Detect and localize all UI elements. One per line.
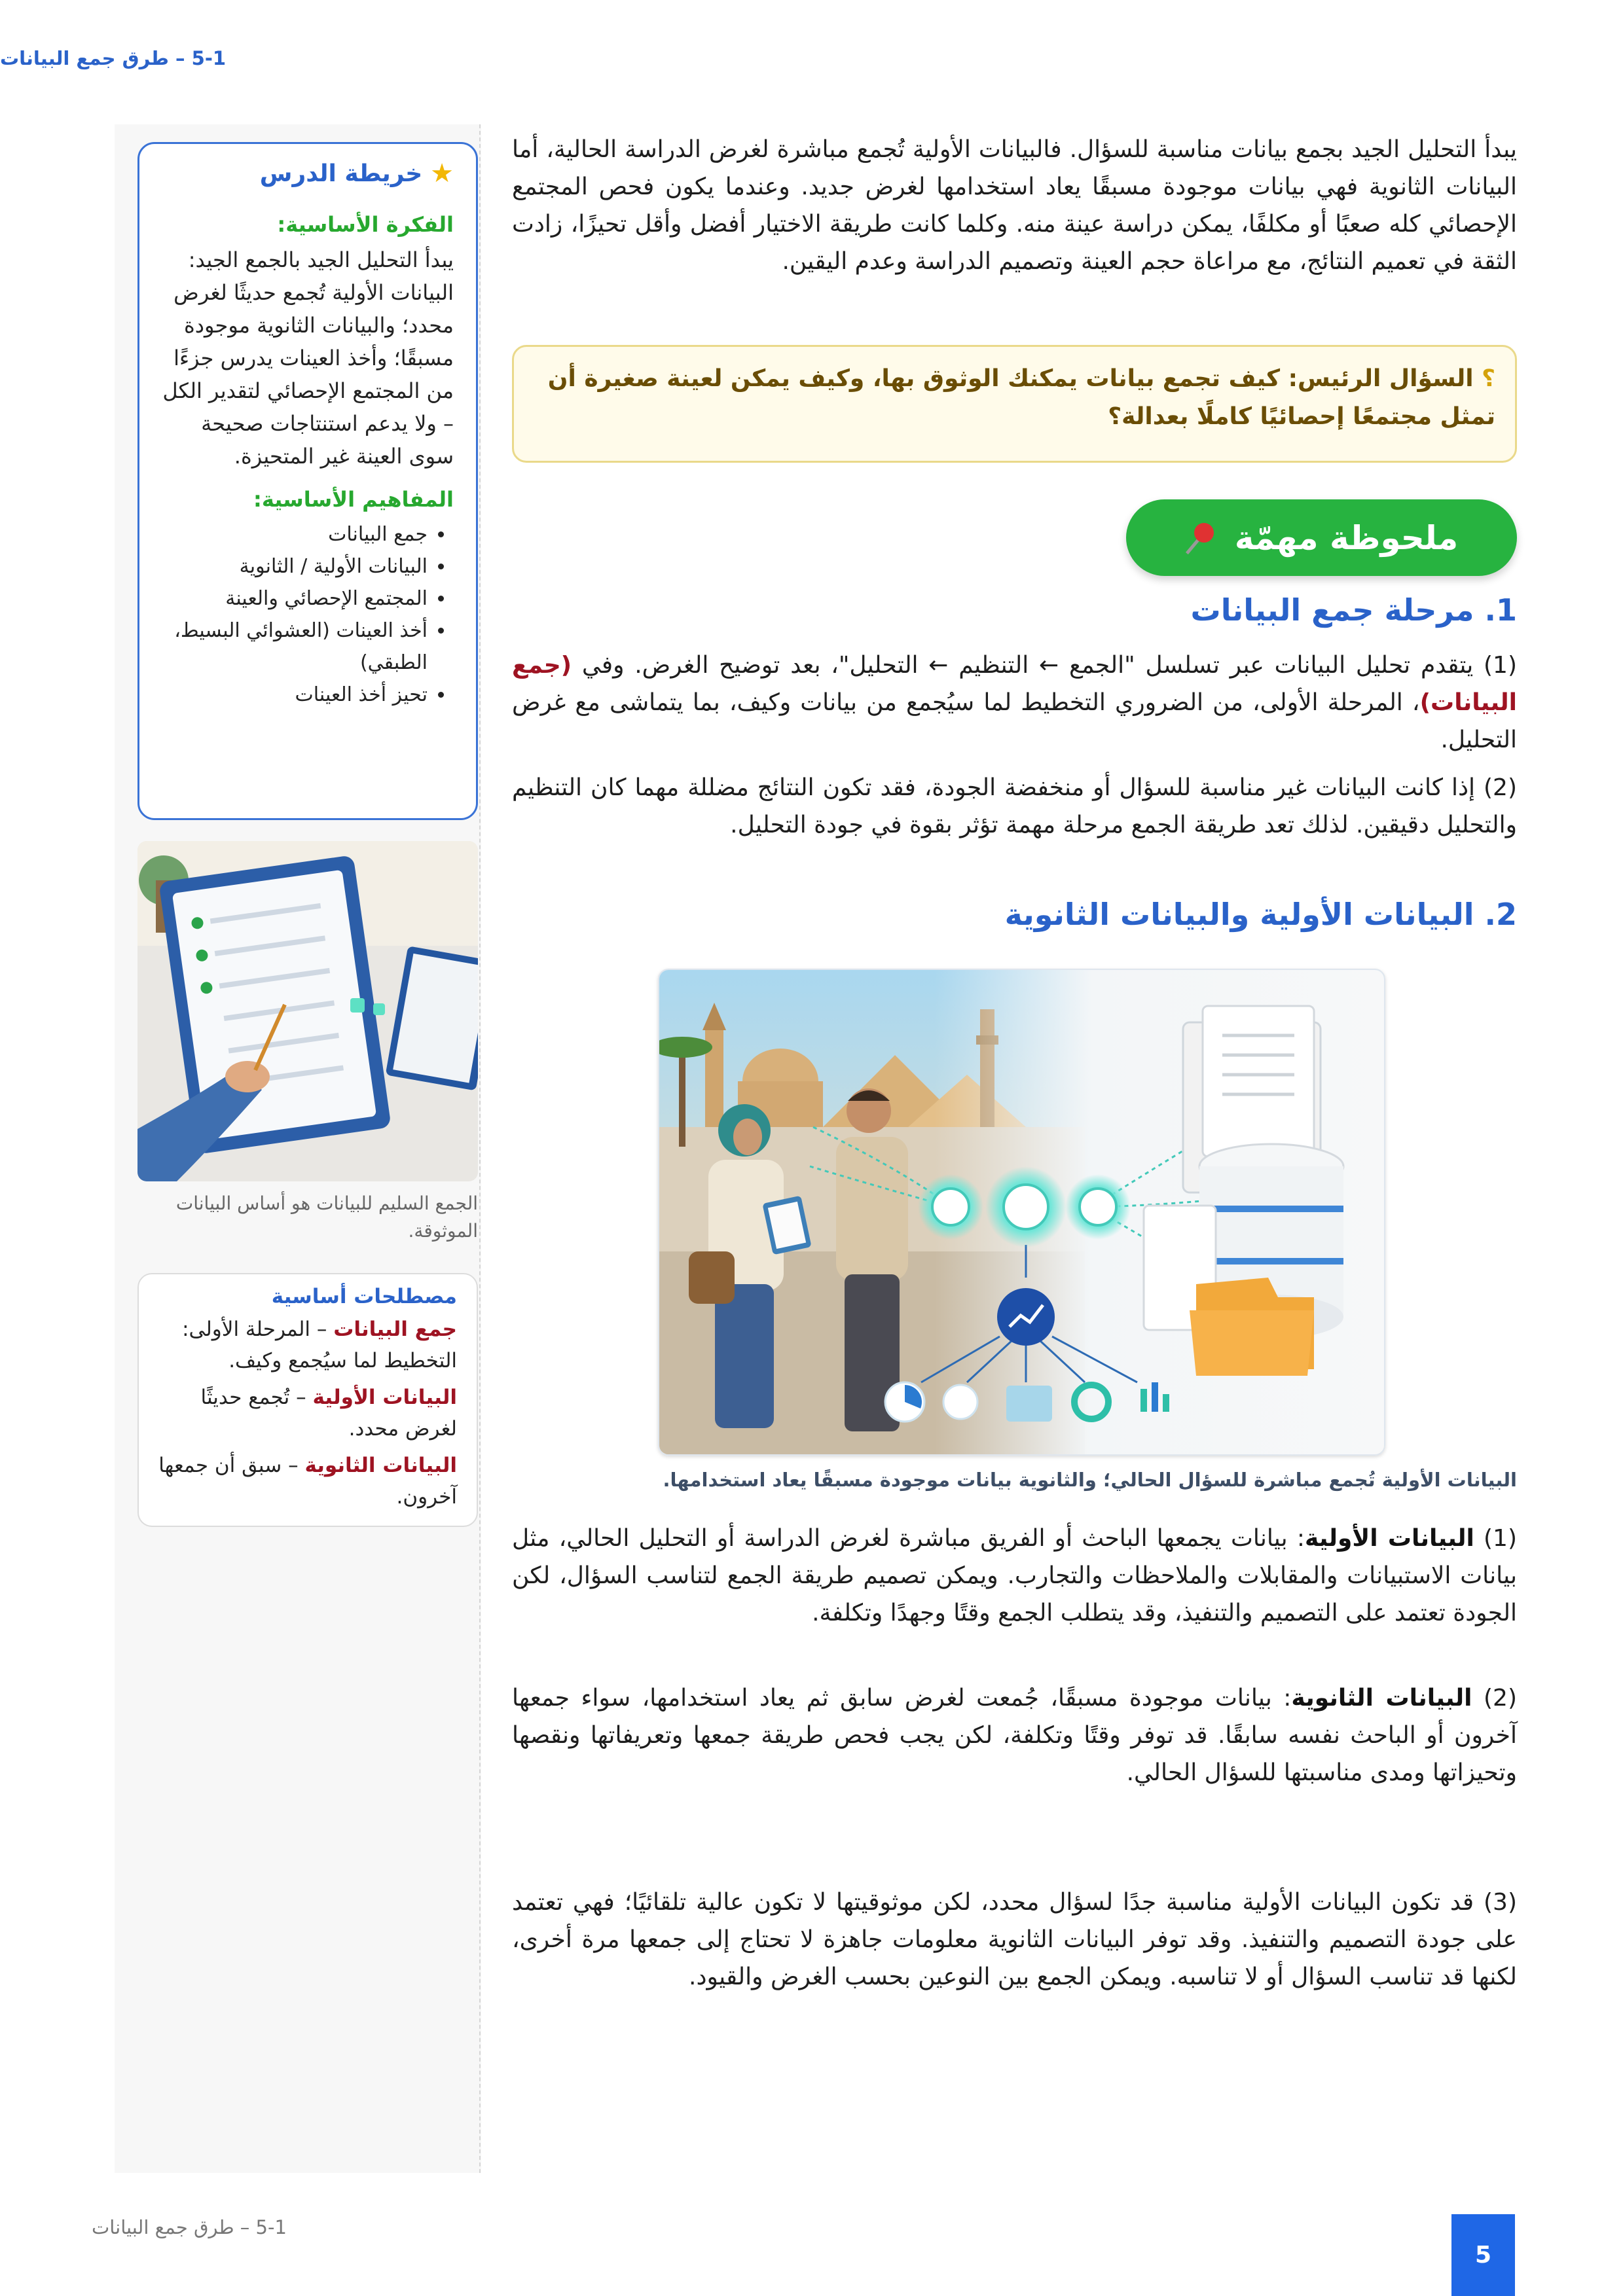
key-concepts-heading: المفاهيم الأساسية:	[253, 487, 454, 512]
note-label: ملحوظة مهمّة	[1234, 518, 1459, 557]
term-primary-data: البيانات الأولية	[1305, 1525, 1474, 1552]
important-note-badge	[1126, 499, 1517, 576]
key-concepts-list	[162, 518, 454, 711]
main-question-text: السؤال الرئيس: كيف تجمع بيانات يمكنك الوثوق بها، وكيف يمكن لعينة صغيرة أن تمثل مجتمعًا إحصائيًا كاملًا بعدالة؟	[547, 365, 1495, 430]
key-terms-card	[137, 1273, 478, 1527]
key-terms-title: مصطلحات أساسية	[271, 1285, 457, 1308]
section1-paragraph-2: (2) إذا كانت البيانات غير مناسبة للسؤال أو منخفضة الجودة، فقد تكون النتائج مضللة مهما كان التنظيم والتحليل دقيقين. لذلك تعد طريقة الجمع مرحلة مهمة تؤثر بقوة في جودة التحليل.	[512, 774, 1517, 838]
lesson-map-title: خريطة الدرس	[259, 160, 423, 187]
illustration-svg	[659, 970, 1384, 1454]
question-mark-icon: ؟	[1482, 365, 1495, 392]
figure-caption: البيانات الأولية تُجمع مباشرة للسؤال الحالي؛ والثانوية بيانات موجودة مسبقًا يعاد استخدامها.	[663, 1469, 1517, 1491]
section1-paragraph-1: (1) يتقدم تحليل البيانات عبر تسلسل "الجمع ← التنظيم ← التحليل"، بعد توضيح الغرض. وفي (جمع البيانات)، المرحلة الأولى، من الضروري التخطيط لما سيُجمع من بيانات وكيف، بما يتماشى مع غرض التحليل.	[512, 652, 1517, 753]
core-idea-heading: الفكرة الأساسية:	[277, 212, 454, 237]
term-secondary-data: البيانات الثانوية	[1291, 1685, 1472, 1712]
core-idea-text: يبدأ التحليل الجيد بالجمع الجيد: البيانات الأولية تُجمع حديثًا لغرض محدد؛ والبيانات الثانوية موجودة مسبقًا؛ وأخذ العينات يدرس جزءًا من المجتمع الإحصائي لتقدير الكل – ولا يدعم استنتاجات صحيحة سوى العينة غير المتحيزة.	[162, 247, 454, 469]
intro-paragraph: يبدأ التحليل الجيد بجمع بيانات مناسبة للسؤال. فالبيانات الأولية تُجمع مباشرة لغرض الدراسة الحالية، أما البيانات الثانوية فهي بيانات موجودة مسبقًا يعاد استخدامها لغرض جديد. وعندما يكون فحص المجتمع الإحصائي كله صعبًا أو مكلفًا، يمكن دراسة عينة منه. وكلما كانت طريقة الاختيار أفضل وأقل تحيزًا، زادت الثقة في تعميم النتائج، مع مراعاة حجم العينة وتصميم الدراسة وعدم اليقين.	[512, 136, 1517, 275]
lesson-map-title-row	[162, 158, 454, 188]
photo-caption: الجمع السليم للبيانات هو أساس البيانات الموثوقة.	[175, 1193, 478, 1242]
key-term-item: البيانات الأولية – تُجمع حديثًا لغرض محدد.	[200, 1386, 457, 1441]
clipboard-illustration	[137, 841, 478, 1181]
section1-heading: 1. مرحلة جمع البيانات	[1190, 592, 1517, 628]
header-section-title: 5-1 – طرق جمع البيانات	[0, 47, 227, 69]
key-term-item: البيانات الثانوية – سبق أن جمعها آخرون.	[158, 1454, 457, 1509]
concept-item: • أخذ العينات (العشوائي البسيط، الطبقي)	[162, 615, 428, 679]
section2-paragraph-secondary: (2) البيانات الثانوية: بيانات موجودة مسبقًا، جُمعت لغرض سابق ثم يعاد استخدامها، سواء جمعها آخرون أو الباحث نفسه سابقًا. قد توفر وقتًا وتكلفة، لكن يجب فحص طريقة جمعها وتعريفاتها ونقصها وتحيزاتها ومدى مناسبتها للسؤال الحالي.	[512, 1685, 1517, 1786]
main-question-box	[512, 345, 1517, 463]
section2-paragraph-3: (3) قد تكون البيانات الأولية مناسبة جدًا لسؤال محدد، لكن موثوقيتها لا تكون عالية تلقائيًا؛ فهي تعتمد على جودة التصميم والتنفيذ. وقد توفر البيانات الثانوية معلومات جاهزة لا تحتاج إلى جمعها مرة أخرى، لكنها قد تناسب السؤال أو لا تناسبه. ويمكن الجمع بين النوعين بحسب الغرض والقيود.	[512, 1889, 1517, 1990]
concept-item: • البيانات الأولية / الثانوية	[162, 550, 428, 583]
section2-paragraph-primary: (1) البيانات الأولية: بيانات يجمعها الباحث أو الفريق مباشرة لغرض الدراسة أو التحليل الحالي، مثل بيانات الاستبيانات والمقابلات والملاحظات والتجارب. ويمكن تصميم طريقة الجمع لتناسب السؤال، لكن الجودة تعتمد على التصميم والتنفيذ، وقد يتطلب الجمع وقتًا وجهدًا وتكلفة.	[512, 1525, 1517, 1626]
concept-item: • تحيز أخذ العينات	[162, 679, 428, 711]
concept-item: • جمع البيانات	[162, 518, 428, 550]
primary-secondary-data-illustration	[658, 969, 1385, 1456]
clipboard-photo	[137, 841, 478, 1181]
star-icon: ★	[430, 158, 454, 188]
key-term-item: جمع البيانات – المرحلة الأولى: التخطيط لما سيُجمع وكيف.	[182, 1318, 457, 1372]
pushpin-icon	[1185, 522, 1218, 554]
footer-section-title: 5-1 – طرق جمع البيانات	[92, 2216, 287, 2238]
column-divider	[479, 124, 481, 2173]
section2-heading: 2. البيانات الأولية والبيانات الثانوية	[1004, 897, 1517, 932]
concept-item: • المجتمع الإحصائي والعينة	[162, 583, 428, 615]
lesson-map-card	[137, 142, 478, 820]
page-number: 5	[1451, 2214, 1515, 2296]
highlight-data-collection: (جمع البيانات)	[512, 652, 1517, 716]
